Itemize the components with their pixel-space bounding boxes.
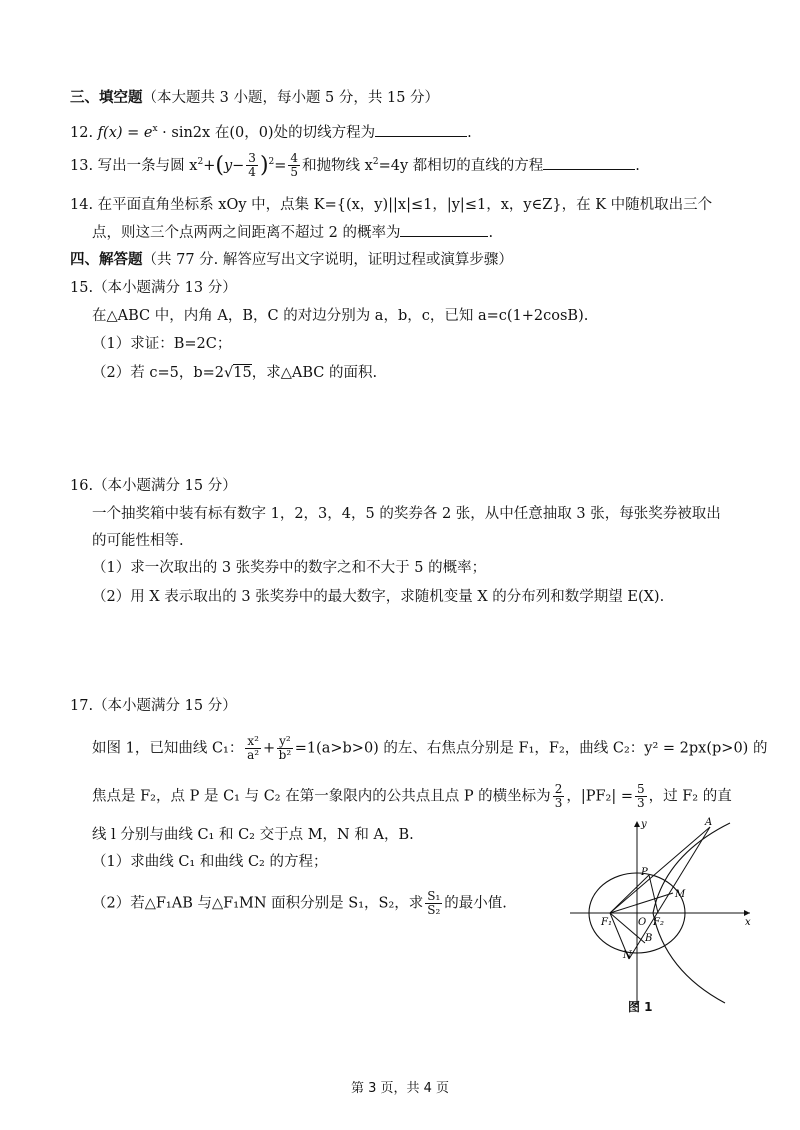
q17-line2-end: ，过 F₂ 的直 [648,788,732,805]
q13-frac2-denominator: 5 [290,165,299,180]
q15-radicand: 15 [233,365,252,381]
figure-1-diagram [565,815,755,1015]
q13-left-paren: ( [215,152,224,178]
q17-line1-start: 如图 1，已知曲线 C₁： [92,740,244,757]
question-12 [70,119,472,143]
x-axis-arrow [744,910,750,916]
label-a: A [705,817,713,828]
q13-right-paren: ) [259,152,269,178]
q13-text-start: 写出一条与圆 x [97,157,198,174]
label-n: N [623,950,632,961]
q13-y-term: y− [223,157,245,174]
q12-period: . [467,124,472,141]
label-o: O [638,917,647,928]
q16-part2-text: （2）用 X 表示取出的 3 张奖券中的最大数字，求随机变量 X 的分布列和数学期望 E(X). [92,589,665,605]
question-17-header [70,696,237,716]
question-15-stem [92,306,588,326]
q13-answer-blank[interactable] [543,155,635,170]
q17-frac-x2: x² [247,734,259,748]
q17-line1-end: =1(a>b>0) 的左、右焦点分别是 F₁，F₂，曲线 C₂：y² = 2px(p>0) 的 [294,740,768,757]
q17-frac-s2: S₂ [427,903,441,917]
q13-superscript-2: 2 [372,157,379,167]
q17-line2-start: 焦点是 F₂，点 P 是 C₁ 与 C₂ 在第一象限内的公共点且点 P 的横坐标为 [92,788,551,805]
q16-stem-line2: 的可能性相等. [92,533,184,549]
q17-frac-2-3 [553,783,565,810]
q17-part2-start: （2）若△F₁AB 与△F₁MN 面积分别是 S₁，S₂，求 [92,895,424,912]
q17-number: 17. [70,698,94,714]
q13-fraction-4-5 [288,152,300,179]
q17-frac23-num: 2 [554,782,563,796]
q15-points: （本小题满分 13 分） [93,280,237,296]
question-16-part1 [92,558,486,578]
q17-frac23-den: 3 [554,796,563,810]
q14-answer-blank[interactable] [400,222,488,237]
q13-paren-superscript: 2 [268,157,275,167]
segment-f1-a [610,827,710,913]
label-x: x [745,917,751,928]
q13-text-end: =4y 都相切的直线的方程 [378,157,544,174]
q13-plus: + [203,157,216,174]
q13-fraction-3-4 [246,152,258,179]
question-15-part1 [92,334,231,354]
q17-frac-b2: b² [278,748,292,762]
figure-caption: 图 1 [628,1000,653,1014]
label-y: y [641,819,647,830]
q15-part2-text-start: （2）若 c=5，b=2 [92,365,224,381]
section4-heading: 四、解答题 [70,252,143,268]
q13-superscript: 2 [197,157,204,167]
question-14-line1 [70,195,712,215]
q13-number: 13. [70,157,94,174]
q17-frac-x2-a2 [245,735,261,762]
q13-frac1-denominator: 4 [248,165,256,180]
q13-frac1-numerator: 3 [248,151,256,166]
q17-frac-s1-s2 [425,890,442,917]
section4-note: （共 77 分. 解答应写出文字说明，证明过程或演算步骤） [142,252,513,268]
section4-header [70,250,513,270]
sqrt-symbol: √ [224,365,234,381]
q12-number: 12. [70,124,94,141]
q17-frac-s1: S₁ [427,889,441,903]
q17-frac53-num: 5 [637,782,645,796]
question-16-stem1 [92,504,721,524]
question-17-part2 [92,890,507,917]
q12-superscript: x [152,124,158,134]
question-17-line3 [92,825,414,845]
q17-frac-y2-b2 [277,735,293,762]
q16-number: 16. [70,478,94,494]
question-13 [70,152,640,179]
q15-part1-text: （1）求证：B=2C； [92,336,232,352]
q12-expression: f(x) = e [97,124,153,141]
q14-number: 14. [70,197,94,213]
q16-part1-text: （1）求一次取出的 3 张奖券中的数字之和不大于 5 的概率； [92,560,487,576]
q15-part2-text-end: ，求△ABC 的面积. [251,365,378,381]
section3-header [70,88,439,108]
section3-heading: 三、填空题 [70,90,143,106]
section3-note: （本大题共 3 小题，每小题 5 分，共 15 分） [142,90,440,106]
q17-frac-y2: y² [279,734,291,748]
q12-answer-blank[interactable] [375,122,467,137]
q13-equals: = [274,157,287,174]
y-axis-arrow [634,821,640,827]
question-15-header [70,278,237,298]
label-f2: F₂ [653,917,664,928]
q13-text-mid: 和抛物线 x [302,157,373,174]
q16-stem-line1: 一个抽奖箱中装有标有数字 1，2，3，4，5 的奖券各 2 张，从中任意抽取 3 张，每张奖券被取出 [92,506,721,522]
q14-text-line2: 点，则这三个点两两之间距离不超过 2 的概率为 [92,225,401,241]
question-17-line1 [92,735,767,762]
question-17-line2 [92,783,732,810]
question-16-header [70,476,237,496]
question-15-part2 [92,363,377,383]
q17-part1-text: （1）求曲线 C₁ 和曲线 C₂ 的方程； [92,854,328,870]
q17-frac-5-3 [635,783,647,810]
parabola-c2-upper [653,823,730,913]
label-m: M [675,889,686,900]
q17-part2-end: 的最小值. [444,895,507,912]
q17-frac53-den: 3 [637,796,645,810]
q17-line2-mid: ，|PF₂| = [566,788,633,805]
q14-period: . [488,225,494,241]
segment-p-f2 [649,875,658,913]
label-b: B [645,933,653,944]
q17-plus: + [262,740,276,757]
question-16-part2 [92,587,664,607]
page-footer: 第 3 页，共 4 页 [350,1081,450,1096]
q17-frac-a2: a² [247,748,260,762]
q14-text-line1: 在平面直角坐标系 xOy 中，点集 K={(x，y)||x|≤1，|y|≤1，x，y∈Z}，在 K 中随机取出三个 [97,197,713,213]
q17-line3-text: 线 l 分别与曲线 C₁ 和 C₂ 交于点 M，N 和 A，B. [92,827,414,843]
q15-stem-text: 在△ABC 中，内角 A，B，C 的对边分别为 a，b，c，已知 a=c(1+2cosB). [92,308,589,324]
label-f1: F₁ [601,917,612,928]
q13-frac2-numerator: 4 [290,151,299,166]
q15-number: 15. [70,280,94,296]
question-14-line2 [92,222,493,243]
q17-points: （本小题满分 15 分） [93,698,237,714]
question-17-part1 [92,852,327,872]
q16-points: （本小题满分 15 分） [93,478,237,494]
label-p: P [641,867,648,878]
question-16-stem2 [92,531,184,551]
q12-text: · sin2x 在(0，0)处的切线方程为 [157,124,376,141]
q13-period: . [635,157,640,174]
